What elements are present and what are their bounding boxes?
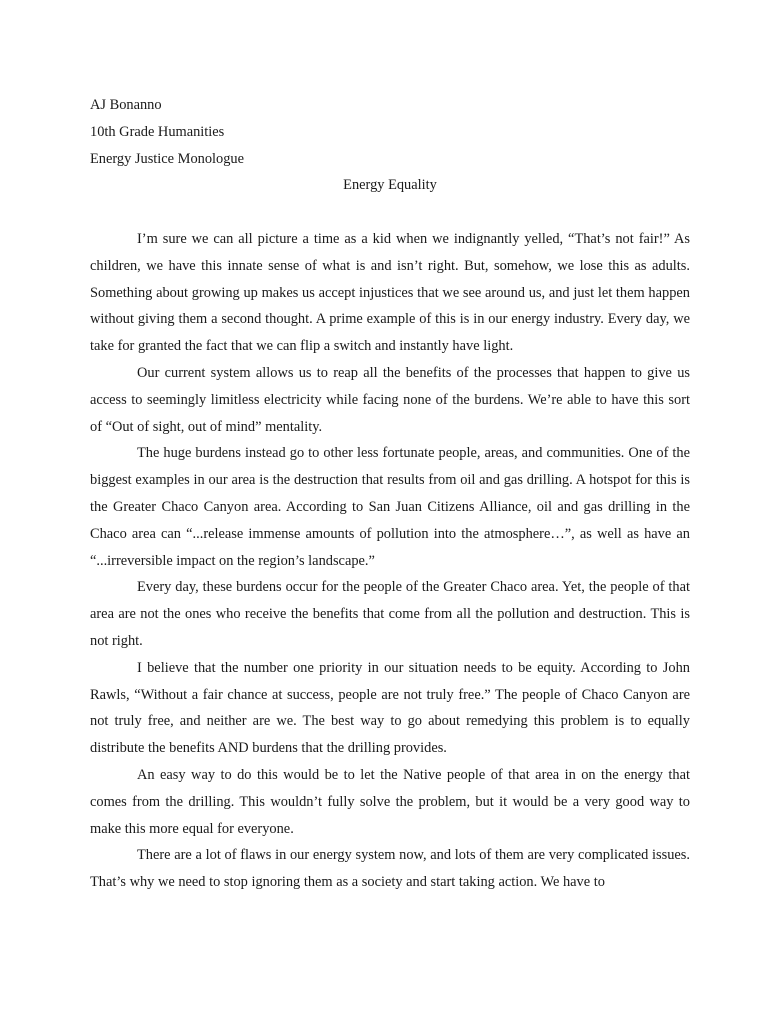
paragraph-3: The huge burdens instead go to other less fortunate people, areas, and communities. One of the biggest examples in our area is the destruction that results from oil and gas drilling. A hotspot for this is the Greater Chaco Canyon area. According to San Juan Citizens Alliance, oil and gas drilling in the Chaco area can “...release immense amounts of pollution into the atmosphere…”, as well as have an “...irreversible impact on the region’s landscape.”: [90, 445, 690, 569]
paragraph-2: Our current system allows us to reap all the benefits of the processes that happen to give us access to seemingly limitless electricity while facing none of the burdens. We’re able to have this sort of “Out of sight, out of mind” mentality.: [90, 364, 690, 435]
document-title: Energy Equality: [343, 177, 437, 194]
author-name: AJ Bonanno: [90, 97, 162, 113]
course-name: 10th Grade Humanities: [90, 123, 225, 140]
assignment-name: Energy Justice Monologue: [90, 150, 245, 167]
paragraph-7: There are a lot of flaws in our energy system now, and lots of them are very complicated issues. That’s why we need to stop ignoring them as a society and start taking action. We have to: [90, 847, 690, 891]
paragraph-5: I believe that the number one priority in our situation needs to be equity. According to John Rawls, “Without a fair chance at success, people are not truly free.” The people of Chaco Canyon are not truly free, and neither are we. The best way to go about remedying this problem is to equally distribute the benefits AND burdens that the drilling provides.: [90, 659, 690, 757]
paragraph-4: Every day, these burdens occur for the people of the Greater Chaco area. Yet, the people of that area are not the ones who receive the benefits that come from all the pollution and destruction. This is not right.: [90, 579, 690, 649]
paragraph-6: An easy way to do this would be to let the Native people of that area in on the energy that comes from the drilling. This wouldn’t fully solve the problem, but it would be a very good way to make this more equal for everyone.: [90, 766, 690, 837]
document-body: [90, 92, 690, 896]
paragraph-1: I’m sure we can all picture a time as a kid when we indignantly yelled, “That’s not fair!” As children, we have this innate sense of what is and isn’t right. But, somehow, we lose this as adults. Something about growing up makes us accept injustices that we see around us, and just let them happen without giving them a second thought. A prime example of this is in our energy industry. Every day, we take for granted the fact that we can flip a switch and instantly have light.: [90, 230, 690, 355]
